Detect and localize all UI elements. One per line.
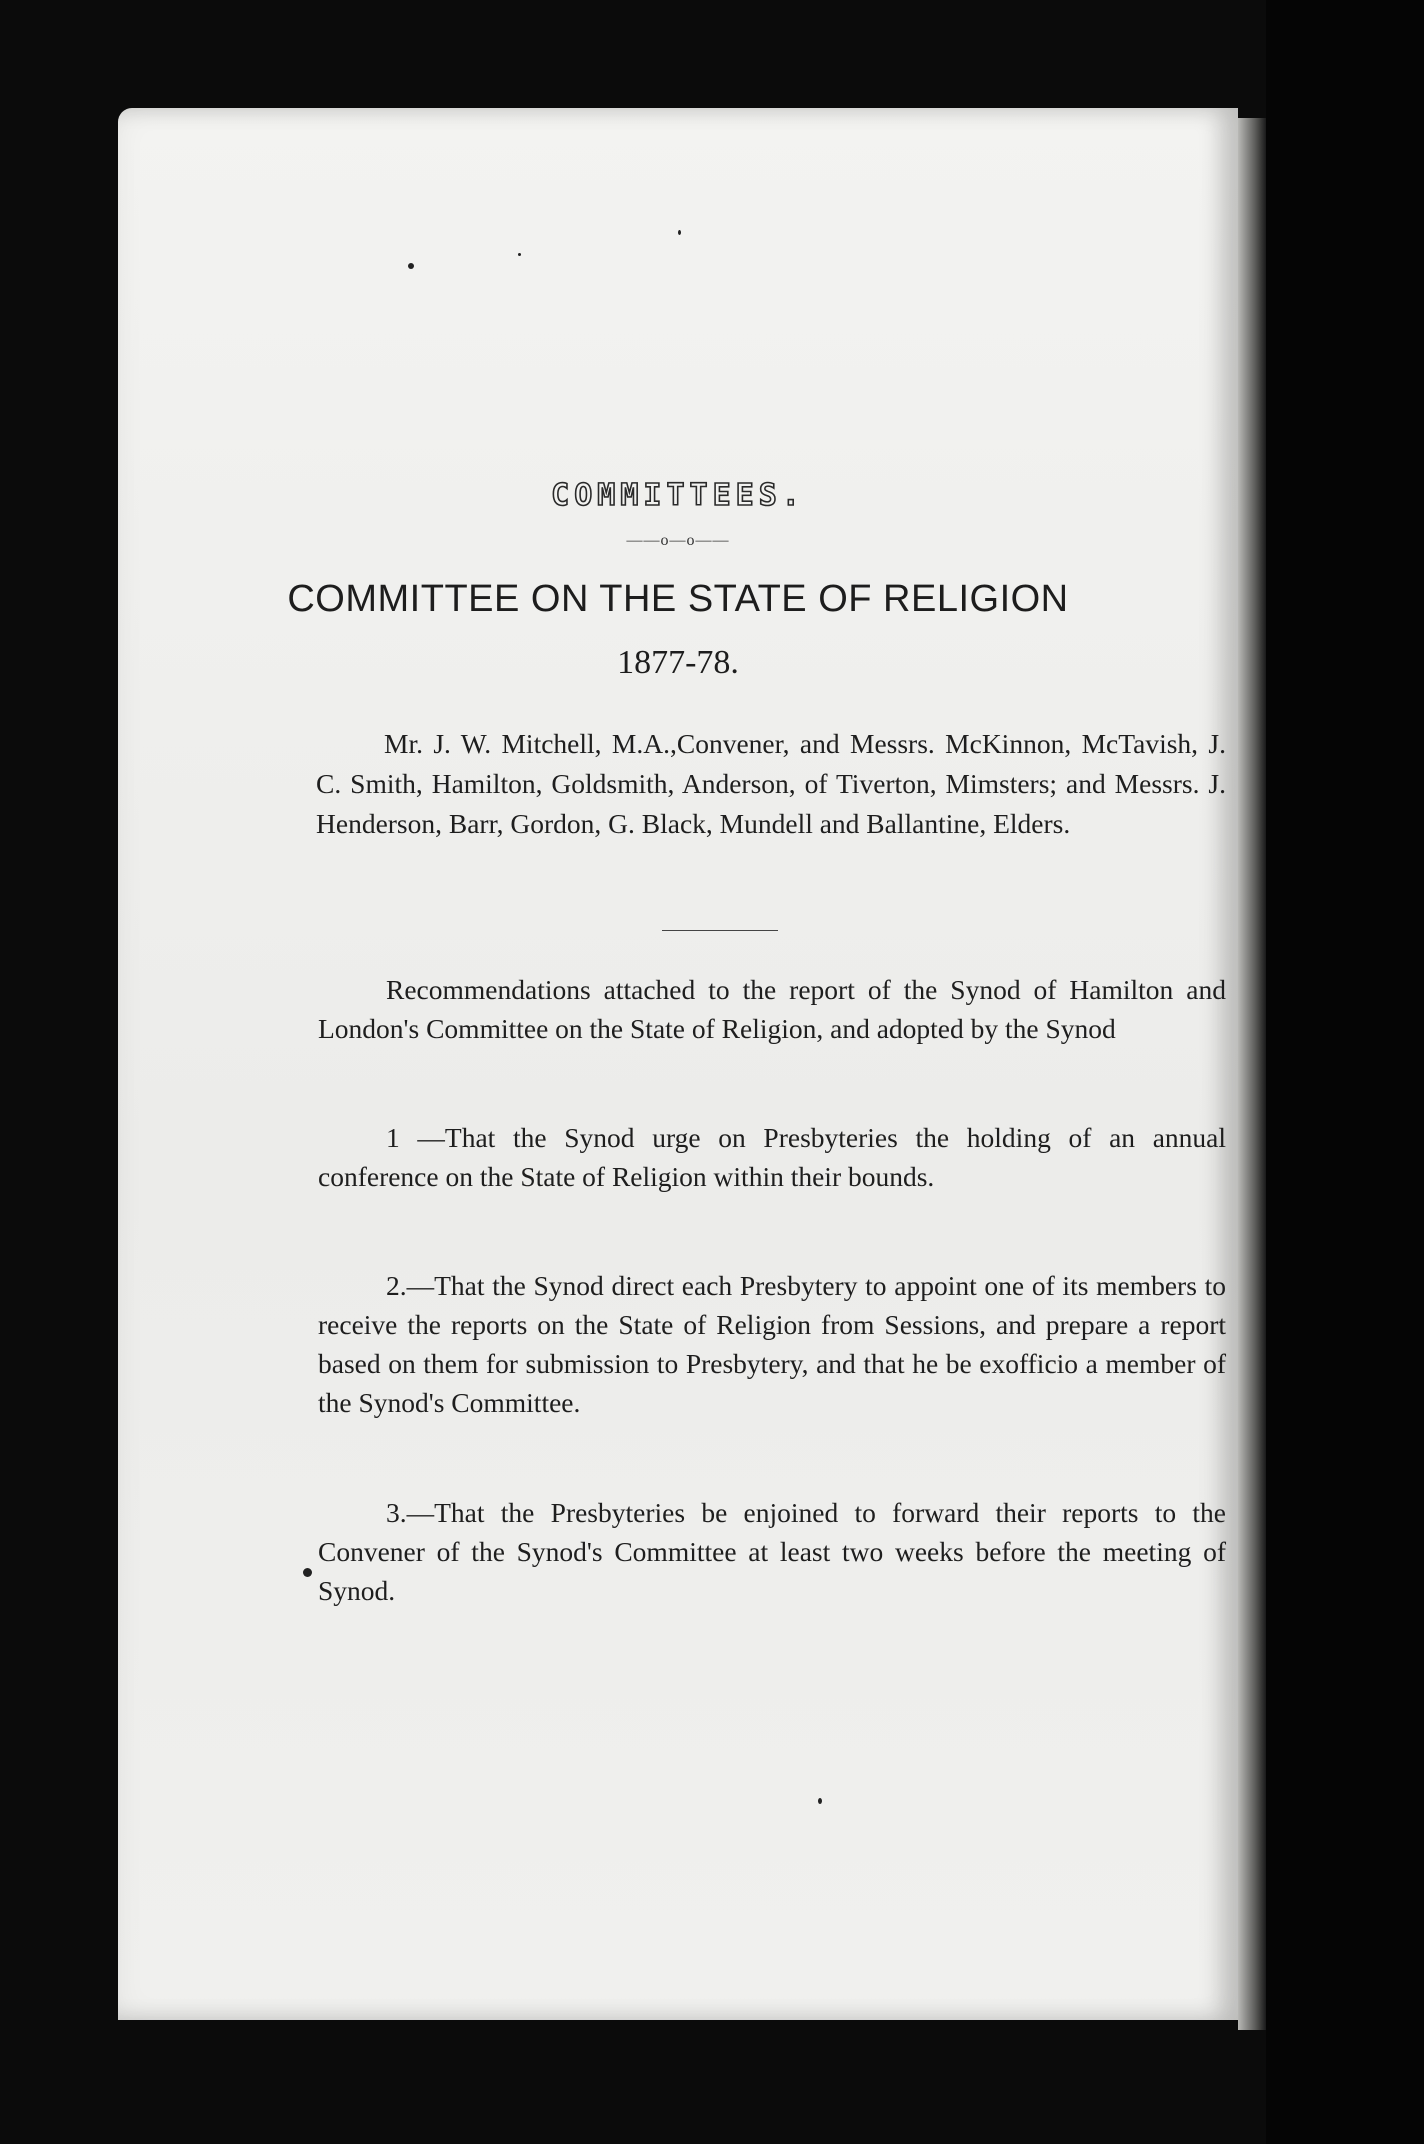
- scan-speck: [818, 1798, 822, 1804]
- scan-speck: [678, 230, 681, 235]
- recommendation-1: 1 —That the Synod urge on Presbyteries the holding of an annual conference on the State of Religion within their bounds.: [318, 1122, 1226, 1192]
- document-page: [118, 108, 1238, 2020]
- committee-year: 1877-78.: [617, 644, 739, 681]
- binding-shadow: [1266, 0, 1424, 2144]
- committee-title: COMMITTEE ON THE STATE OF RELIGION: [287, 578, 1069, 620]
- members-paragraph: Mr. J. W. Mitchell, M.A.,Convener, and Messrs. McKinnon, McTavish, J. C. Smith, Hamilton, Goldsmith, Anderson, of Tiverton, Mimsters; and Messrs. J. Henderson, Barr, Gordon, G. Black, Mundell and Ballantine, Elders.: [316, 728, 1226, 839]
- page-edge: [1238, 118, 1266, 2030]
- page-content: [118, 108, 1238, 2020]
- recommendation-3: 3.—That the Presbyteries be enjoined to forward their reports to the Convener of the Synod's Committee at least two weeks before the meeting of Synod.: [318, 1497, 1226, 1606]
- section-heading: COMMITTEES.: [551, 478, 805, 513]
- section-divider: [662, 930, 778, 931]
- scan-speck: [303, 1568, 312, 1577]
- scan-speck: [518, 253, 521, 256]
- scan-speck: [408, 263, 414, 269]
- recommendations-intro: Recommendations attached to the report of the Synod of Hamilton and London's Committee on the State of Religion, and adopted by the Synod: [318, 974, 1226, 1044]
- heading-ornament: ——o—o——: [626, 532, 730, 549]
- recommendation-2: 2.—That the Synod direct each Presbytery to appoint one of its members to receive the reports on the State of Religion from Sessions, and prepare a report based on them for submission to Presbytery, and that he be exofficio a member of the Synod's Committee.: [318, 1270, 1226, 1418]
